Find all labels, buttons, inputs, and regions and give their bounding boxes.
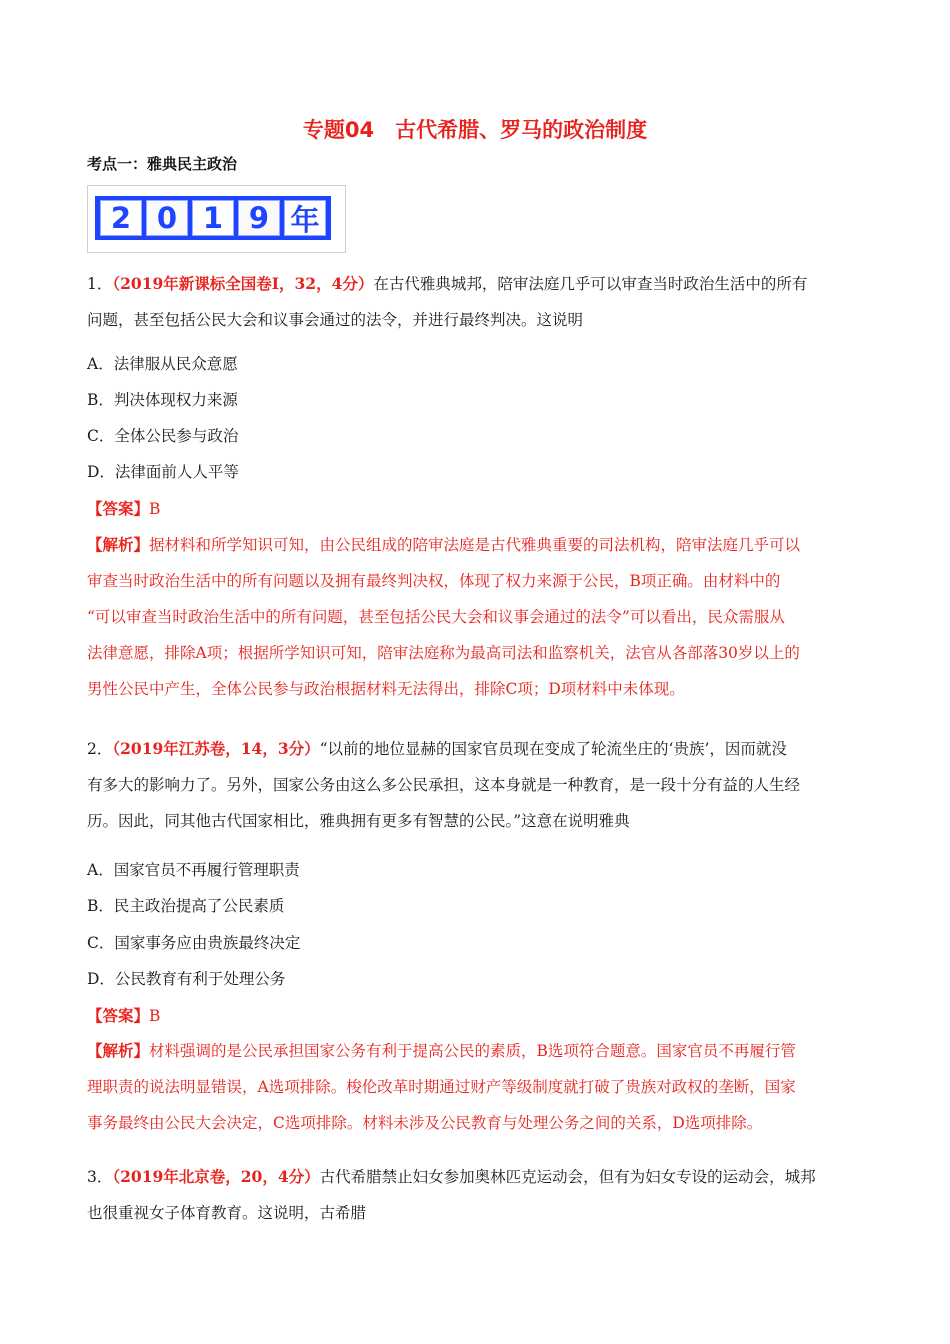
- analysis-text: 法律意愿，排除A项；根据所学知识可知，陪审法庭称为最高司法和监察机关，法官从各部落30岁以上的: [87, 644, 800, 662]
- option-c: C．国家事务应由贵族最终决定: [87, 934, 301, 952]
- analysis-text: 事务最终由公民大会决定，C选项排除。材料未涉及公民教育与处理公务之间的关系，D选项排除。: [87, 1114, 763, 1132]
- answer-value: B: [149, 1007, 161, 1025]
- section-heading: 考点一：雅典民主政治: [87, 155, 238, 173]
- answer-1: [87, 497, 160, 519]
- option-a: A．法律服从民众意愿: [87, 355, 238, 373]
- year-digit: 2: [100, 200, 142, 236]
- question-2-stem: [87, 731, 865, 839]
- year-digit: 9: [238, 200, 280, 236]
- answer-tag: 【答案】: [87, 1006, 150, 1025]
- question-number: 2．: [87, 740, 113, 758]
- year-badge-strip: [95, 196, 331, 240]
- year-digit: 0: [146, 200, 188, 236]
- question-text: 也很重视女子体育教育。这说明，古希腊: [87, 1204, 367, 1222]
- answer-value: B: [149, 500, 161, 518]
- question-1-stem: [87, 266, 865, 338]
- analysis-text: 审查当时政治生活中的所有问题以及拥有最终判决权，体现了权力来源于公民，B项正确。由材料中的: [87, 572, 781, 590]
- option-d: D．公民教育有利于处理公务: [87, 970, 286, 988]
- option-d: D．法律面前人人平等: [87, 463, 239, 481]
- option-b: B．民主政治提高了公民素质: [87, 897, 285, 915]
- analysis-text: 据材料和所学知识可知，由公民组成的陪审法庭是古代雅典重要的司法机构，陪审法庭几乎可以: [149, 536, 801, 554]
- analysis-text: 男性公民中产生，全体公民参与政治根据材料无法得出，排除C项；D项材料中未体现。: [87, 680, 685, 698]
- question-text: “以前的地位显赫的国家官员现在变成了轮流坐庄的‘贵族’，因而就没: [319, 740, 787, 758]
- year-digit: 1: [192, 200, 234, 236]
- option-c: C．全体公民参与政治: [87, 427, 239, 445]
- question-text: 问题，甚至包括公民大会和议事会通过的法令，并进行最终判决。这说明: [87, 311, 584, 329]
- question-number: 3．: [87, 1168, 113, 1186]
- analysis-1: [87, 527, 865, 707]
- answer-2: [87, 1004, 160, 1026]
- question-text: 在古代雅典城邦，陪审法庭几乎可以审查当时政治生活中的所有: [373, 275, 808, 293]
- question-source: （2019年江苏卷，14，3分）: [112, 739, 320, 758]
- page-title: 专题04 古代希腊、罗马的政治制度: [302, 118, 648, 142]
- question-text: 古代希腊禁止妇女参加奥林匹克运动会，但有为妇女专设的运动会，城邦: [319, 1168, 816, 1186]
- year-char: 年: [284, 200, 326, 236]
- analysis-2: [87, 1033, 865, 1141]
- question-source: （2019年北京卷，20，4分）: [112, 1167, 320, 1186]
- question-3-stem: [87, 1159, 865, 1231]
- year-badge: [87, 185, 346, 253]
- option-b: B．判决体现权力来源: [87, 391, 238, 409]
- analysis-text: “可以审查当时政治生活中的所有问题，甚至包括公民大会和议事会通过的法令”可以看出，民众需服从: [87, 608, 785, 626]
- option-a: A．国家官员不再履行管理职责: [87, 861, 300, 879]
- question-number: 1．: [87, 275, 113, 293]
- question-text: 历。因此，同其他古代国家相比，雅典拥有更多有智慧的公民。”这意在说明雅典: [87, 812, 630, 830]
- analysis-text: 材料强调的是公民承担国家公务有利于提高公民的素质，B选项符合题意。国家官员不再履行管: [149, 1042, 796, 1060]
- answer-tag: 【答案】: [87, 499, 150, 518]
- analysis-text: 理职责的说法明显错误，A选项排除。梭伦改革时期通过财产等级制度就打破了贵族对政权的垄断，国家: [87, 1078, 796, 1096]
- question-text: 有多大的影响力了。另外，国家公务由这么多公民承担，这本身就是一种教育，是一段十分有益的人生经: [87, 776, 801, 794]
- analysis-tag: 【解析】: [87, 535, 150, 554]
- question-source: （2019年新课标全国卷Ⅰ，32，4分）: [112, 274, 374, 293]
- analysis-tag: 【解析】: [87, 1041, 150, 1060]
